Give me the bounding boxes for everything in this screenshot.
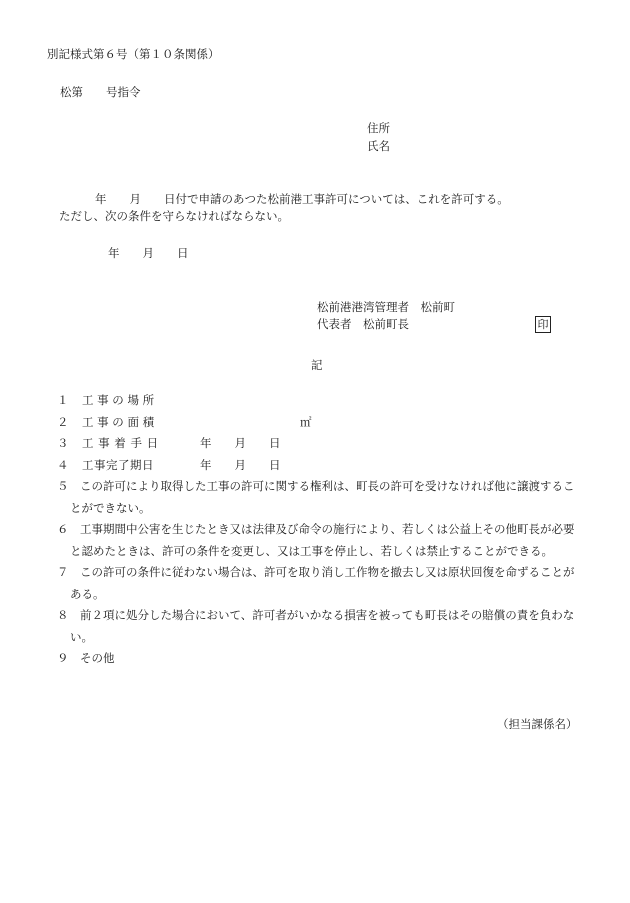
address-label: 住所 <box>367 121 390 135</box>
name-label: 氏名 <box>367 139 390 153</box>
body-line-1: 年 月 日付で申請のあつた松前港工事許可については、これを許可する。 <box>95 192 509 206</box>
condition-text: 前２項に処分した場合において、許可者がいかなる損害を被っても町長はその賠償の責を負わない。 <box>70 608 575 644</box>
department-footer: （担当課係名） <box>497 717 578 731</box>
issuer-line-2: 代表者 松前町長 <box>317 317 409 331</box>
condition-number: ６ <box>57 522 69 536</box>
condition-number: １ <box>57 393 69 407</box>
form-id: 別記様式第６号（第１０条関係） <box>47 47 220 61</box>
condition-label: 工 事 着 手 日 <box>82 436 159 450</box>
condition-item <box>57 433 582 455</box>
condition-item <box>57 519 582 562</box>
condition-number: ５ <box>57 479 69 493</box>
condition-label: 工事完了期日 <box>82 457 154 472</box>
condition-item <box>57 412 582 434</box>
condition-item <box>57 605 582 648</box>
condition-number: ２ <box>57 414 69 429</box>
condition-text: この許可により取得した工事の許可に関する権利は、町長の許可を受けなければ他に譲渡することができない。 <box>70 479 575 515</box>
condition-item <box>57 562 582 605</box>
body-line-2: ただし、次の条件を守らなければならない。 <box>59 209 289 223</box>
condition-number: ４ <box>57 457 69 472</box>
seal-mark: 印 <box>535 316 551 333</box>
ki-heading: 記 <box>311 358 323 372</box>
area-unit: ㎡ <box>300 414 312 429</box>
order-number: 松第 号指令 <box>60 85 141 99</box>
condition-number: ７ <box>57 565 69 579</box>
condition-item <box>57 390 582 412</box>
condition-date: 年 月 日 <box>200 457 281 472</box>
condition-item <box>57 648 582 670</box>
issuer-line-1: 松前港港湾管理者 松前町 <box>317 300 455 314</box>
condition-label: 工 事 の 場 所 <box>82 393 155 407</box>
condition-number: ９ <box>57 651 69 665</box>
condition-text: この許可の条件に従わない場合は、許可を取り消し工作物を撤去し又は原状回復を命ずることがある。 <box>70 565 575 601</box>
condition-item <box>57 455 582 477</box>
condition-text: その他 <box>80 651 115 665</box>
condition-item <box>57 476 582 519</box>
condition-number: ３ <box>57 436 69 450</box>
condition-label: 工 事 の 面 積 <box>82 414 155 429</box>
condition-number: ８ <box>57 608 69 622</box>
condition-date: 年 月 日 <box>200 436 281 450</box>
conditions-list <box>57 390 582 670</box>
issue-date: 年 月 日 <box>108 246 189 260</box>
condition-text: 工事期間中公害を生じたとき又は法律及び命令の施行により、若しくは公益上その他町長が必要と認めたときは、許可の条件を変更し、又は工事を停止し、若しくは禁止することができる。 <box>70 522 575 558</box>
